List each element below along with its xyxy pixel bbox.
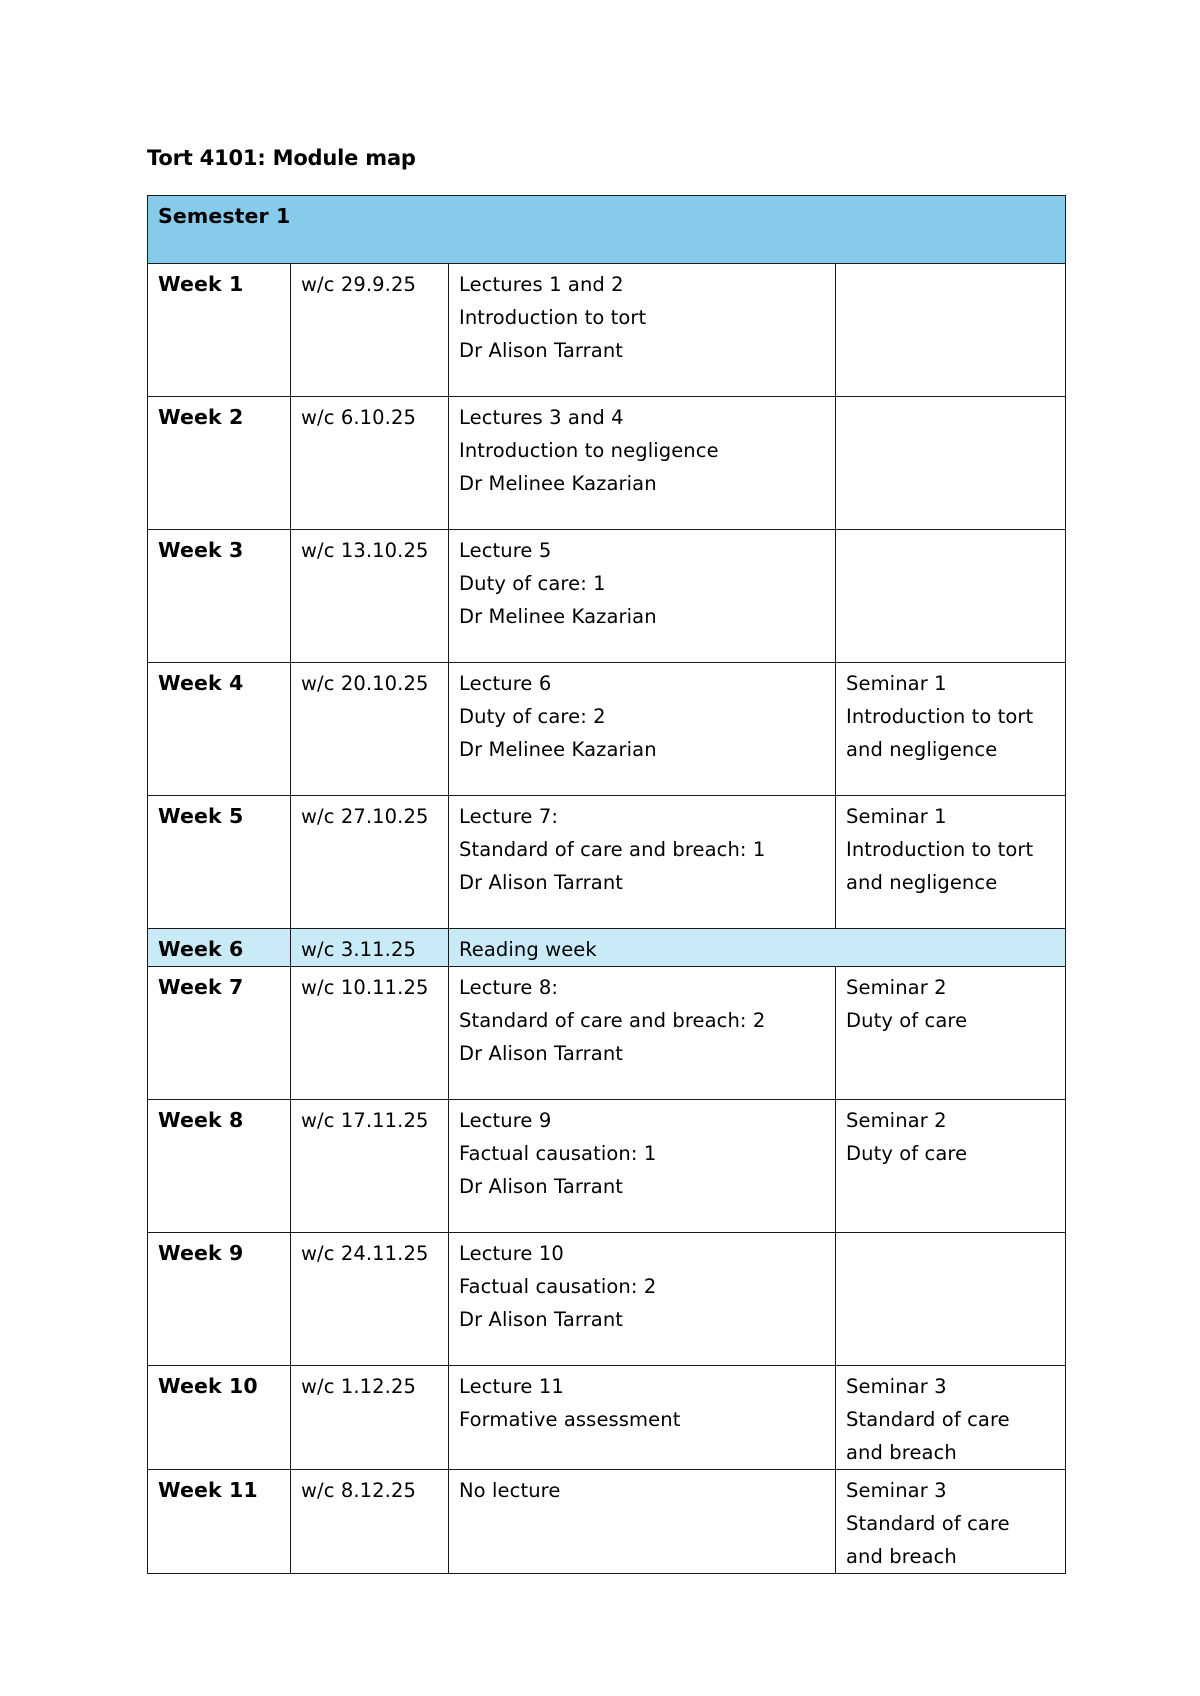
seminar-line: and breach: [846, 1545, 957, 1568]
seminar-cell: [836, 796, 1066, 929]
reading-week-row: [148, 929, 1066, 967]
lecture-line: Factual causation: 2: [459, 1275, 657, 1298]
seminar-line: Seminar 3: [846, 1479, 947, 1502]
lecture-line: Dr Alison Tarrant: [459, 871, 624, 894]
lecture-cell: [449, 530, 836, 663]
seminar-cell: [836, 1233, 1066, 1366]
lecture-line: Lecture 5: [459, 539, 552, 562]
date-cell: w/c 1.12.25: [291, 1366, 449, 1470]
date-cell: w/c 27.10.25: [291, 796, 449, 929]
lecture-line: Formative assessment: [459, 1408, 681, 1431]
lecture-line: Lecture 6: [459, 672, 552, 695]
table-row: [148, 530, 1066, 663]
seminar-cell: [836, 397, 1066, 530]
seminar-line: and negligence: [846, 738, 998, 761]
lecture-line: Standard of care and breach: 2: [459, 1009, 766, 1032]
seminar-line: Introduction to tort: [846, 838, 1034, 861]
lecture-line: Lecture 8:: [459, 976, 559, 999]
lecture-line: Introduction to tort: [459, 306, 647, 329]
date-cell: w/c 3.11.25: [291, 929, 449, 967]
week-cell: Week 1: [148, 264, 291, 397]
seminar-line: Seminar 1: [846, 672, 947, 695]
date-cell: w/c 13.10.25: [291, 530, 449, 663]
date-cell: w/c 17.11.25: [291, 1100, 449, 1233]
table-row: [148, 1100, 1066, 1233]
date-cell: w/c 10.11.25: [291, 967, 449, 1100]
seminar-line: Seminar 3: [846, 1375, 947, 1398]
seminar-line: and negligence: [846, 871, 998, 894]
lecture-line: Duty of care: 1: [459, 572, 606, 595]
seminar-line: and breach: [846, 1441, 957, 1464]
seminar-cell: [836, 1100, 1066, 1233]
module-map-table: [147, 195, 1066, 1574]
seminar-line: Duty of care: [846, 1142, 968, 1165]
week-cell: Week 8: [148, 1100, 291, 1233]
lecture-line: Dr Alison Tarrant: [459, 1042, 624, 1065]
lecture-line: Dr Melinee Kazarian: [459, 738, 657, 761]
seminar-line: Seminar 1: [846, 805, 947, 828]
seminar-line: Seminar 2: [846, 1109, 947, 1132]
week-cell: Week 11: [148, 1470, 291, 1574]
table-row: [148, 1233, 1066, 1366]
seminar-cell: [836, 663, 1066, 796]
lecture-line: Introduction to negligence: [459, 439, 719, 462]
seminar-line: Standard of care: [846, 1512, 1010, 1535]
date-cell: w/c 20.10.25: [291, 663, 449, 796]
lecture-line: Standard of care and breach: 1: [459, 838, 766, 861]
lecture-line: No lecture: [459, 1479, 561, 1502]
table-row: [148, 796, 1066, 929]
lecture-cell: [449, 1470, 836, 1574]
lecture-cell: [449, 397, 836, 530]
lecture-line: Dr Alison Tarrant: [459, 1175, 624, 1198]
seminar-cell: [836, 1470, 1066, 1574]
lecture-line: Duty of care: 2: [459, 705, 606, 728]
lecture-line: Lecture 7:: [459, 805, 559, 828]
lecture-line: Lecture 11: [459, 1375, 564, 1398]
page-title: Tort 4101: Module map: [147, 146, 416, 170]
lecture-line: Dr Melinee Kazarian: [459, 472, 657, 495]
lecture-cell: [449, 1233, 836, 1366]
week-cell: Week 10: [148, 1366, 291, 1470]
lecture-line: Lectures 3 and 4: [459, 406, 624, 429]
seminar-line: Duty of care: [846, 1009, 968, 1032]
seminar-cell: [836, 967, 1066, 1100]
lecture-line: Factual causation: 1: [459, 1142, 657, 1165]
week-cell: Week 2: [148, 397, 291, 530]
table-row: [148, 967, 1066, 1100]
lecture-cell: [449, 967, 836, 1100]
seminar-cell: [836, 1366, 1066, 1470]
lecture-line: Dr Alison Tarrant: [459, 1308, 624, 1331]
week-cell: Week 9: [148, 1233, 291, 1366]
seminar-line: Standard of care: [846, 1408, 1010, 1431]
date-cell: w/c 8.12.25: [291, 1470, 449, 1574]
seminar-cell: [836, 264, 1066, 397]
lecture-line: Lecture 10: [459, 1242, 564, 1265]
lecture-cell: [449, 264, 836, 397]
table-row: [148, 397, 1066, 530]
lecture-line: Lecture 9: [459, 1109, 552, 1132]
lecture-line: Dr Alison Tarrant: [459, 339, 624, 362]
lecture-cell: [449, 796, 836, 929]
week-cell: Week 6: [148, 929, 291, 967]
week-cell: Week 7: [148, 967, 291, 1100]
date-cell: w/c 29.9.25: [291, 264, 449, 397]
lecture-cell: [449, 1100, 836, 1233]
reading-week-cell: Reading week: [449, 929, 1066, 967]
seminar-line: Seminar 2: [846, 976, 947, 999]
date-cell: w/c 24.11.25: [291, 1233, 449, 1366]
table-row: [148, 1470, 1066, 1574]
lecture-cell: [449, 1366, 836, 1470]
week-cell: Week 4: [148, 663, 291, 796]
date-cell: w/c 6.10.25: [291, 397, 449, 530]
seminar-line: Introduction to tort: [846, 705, 1034, 728]
table-row: [148, 1366, 1066, 1470]
seminar-cell: [836, 530, 1066, 663]
week-cell: Week 5: [148, 796, 291, 929]
table-row: [148, 663, 1066, 796]
table-row: [148, 264, 1066, 397]
week-cell: Week 3: [148, 530, 291, 663]
semester-heading: Semester 1: [148, 196, 1066, 264]
lecture-line: Dr Melinee Kazarian: [459, 605, 657, 628]
semester-header-row: [148, 196, 1066, 264]
lecture-line: Lectures 1 and 2: [459, 273, 624, 296]
lecture-cell: [449, 663, 836, 796]
